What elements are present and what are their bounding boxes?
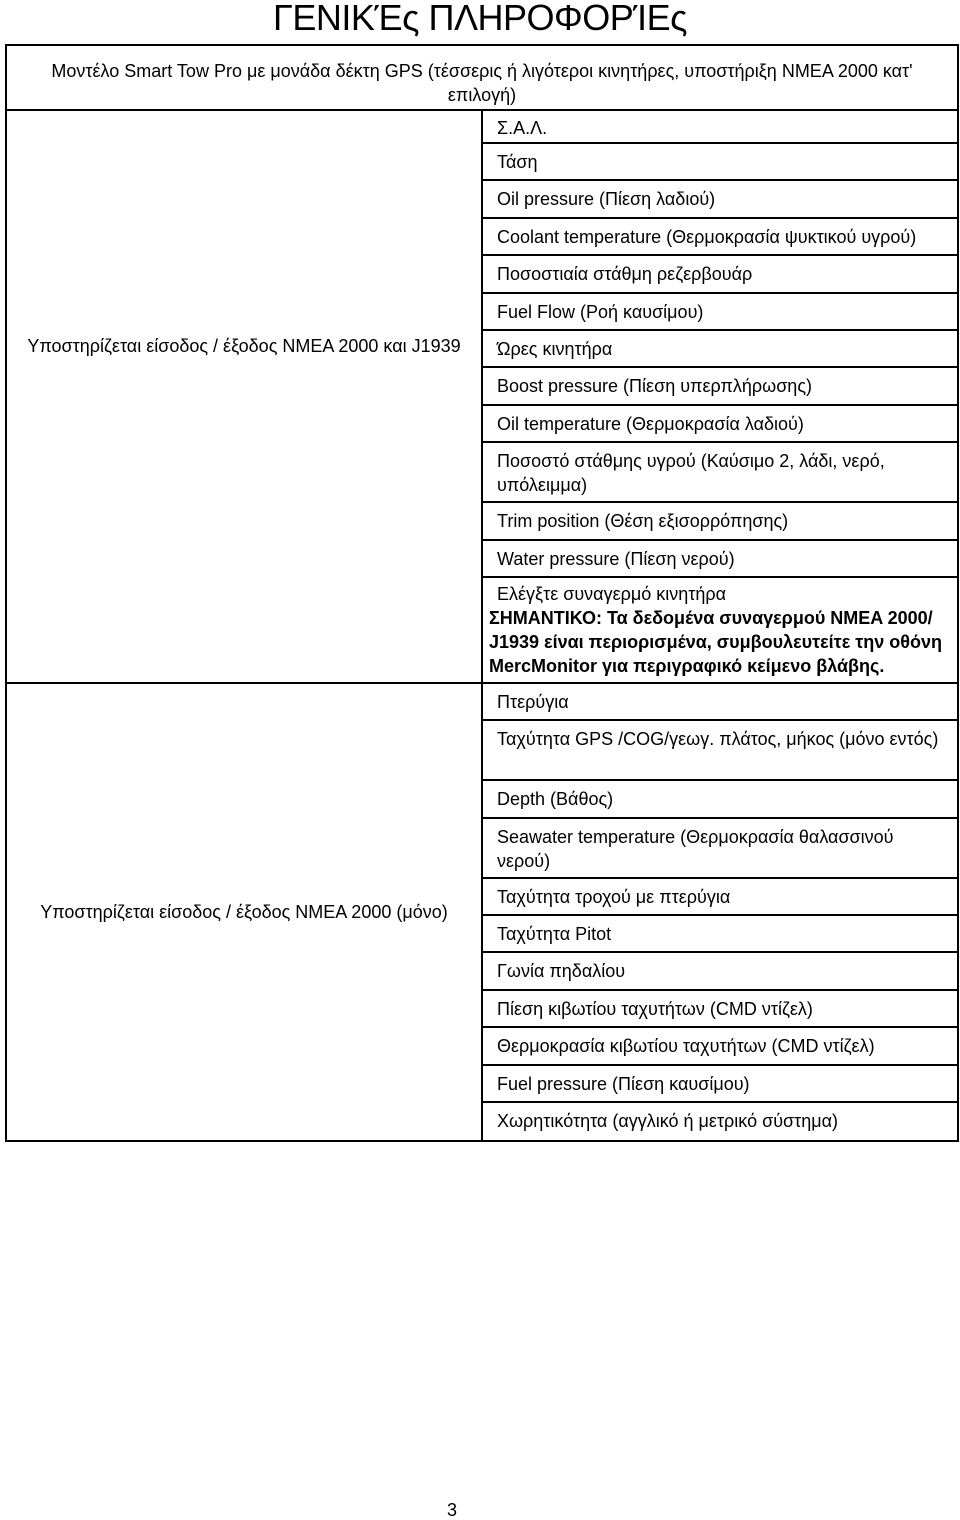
list-item: Ταχύτητα τροχού με πτερύγια [483,879,957,916]
list-item: Fuel Flow (Ροή καυσίμου) [483,294,957,331]
list-item: Oil pressure (Πίεση λαδιού) [483,181,957,218]
alarm-item-label: Ελέγξτε συναγερμό κινητήρα [497,583,727,604]
items-cell-nmea-only [482,683,958,1142]
model-row [6,45,958,110]
list-item: Water pressure (Πίεση νερού) [483,541,957,578]
list-item: Depth (Βάθος) [483,781,957,818]
list-item: Ποσοστιαία στάθμη ρεζερβουάρ [483,256,957,293]
list-item: Θερμοκρασία κιβωτίου ταχυτήτων (CMD ντίζελ) [483,1028,957,1065]
group-label-nmea-j1939: Υποστηρίζεται είσοδος / έξοδος NMEA 2000 και J1939 [6,110,482,683]
list-item: Ταχύτητα Pitot [483,916,957,953]
spec-table [5,44,959,1142]
page-number: 3 [446,1500,457,1520]
group-label-nmea-only: Υποστηρίζεται είσοδος / έξοδος NMEA 2000 (μόνο) [6,683,482,1142]
list-item: Coolant temperature (Θερμοκρασία ψυκτικού υγρού) [483,219,957,256]
list-item: Πίεση κιβωτίου ταχυτήτων (CMD ντίζελ) [483,991,957,1028]
model-header: Μοντέλο Smart Tow Pro με μονάδα δέκτη GPS (τέσσερις ή λιγότεροι κινητήρες, υποστήριξη NMEA 2000 κατ' επιλογή) [6,45,958,110]
list-item: Boost pressure (Πίεση υπερπλήρωσης) [483,368,957,405]
list-item: Ποσοστό στάθμης υγρού (Καύσιμο 2, λάδι, νερό, υπόλειμμα) [483,443,957,503]
list-item: Seawater temperature (Θερμοκρασία θαλασσινού νερού) [483,819,957,879]
list-item: Oil temperature (Θερμοκρασία λαδιού) [483,406,957,443]
list-item: Σ.Α.Λ. [483,111,957,144]
group-row-nmea-only [6,683,958,1142]
alarm-important-note: ΣΗΜΑΝΤΙΚΟ: Τα δεδομένα συναγερμού NMEA 2000/ J1939 είναι περιορισμένα, συμβουλευτείτε την οθόνη MercMonitor για περιγραφικό κείμενο βλάβης. [489,607,943,676]
items-cell-nmea-j1939 [482,110,958,683]
list-item: Πτερύγια [483,684,957,721]
list-item: Γωνία πηδαλίου [483,953,957,990]
page-title: ΓΕΝΙΚΈς ΠΛΗΡΟΦΟΡΊΕς [273,0,687,38]
list-item: Τάση [483,144,957,181]
list-item: Χωρητικότητα (αγγλικό ή μετρικό σύστημα) [497,1111,839,1132]
list-item: Ταχύτητα GPS /COG/γεωγ. πλάτος, μήκος (μόνο εντός) [483,721,957,781]
group-row-j1939 [6,110,958,683]
alarm-item [483,578,957,682]
list-item: Fuel pressure (Πίεση καυσίμου) [483,1066,957,1103]
list-item: Trim position (Θέση εξισορρόπησης) [483,503,957,540]
list-item: Ώρες κινητήρα [483,331,957,368]
